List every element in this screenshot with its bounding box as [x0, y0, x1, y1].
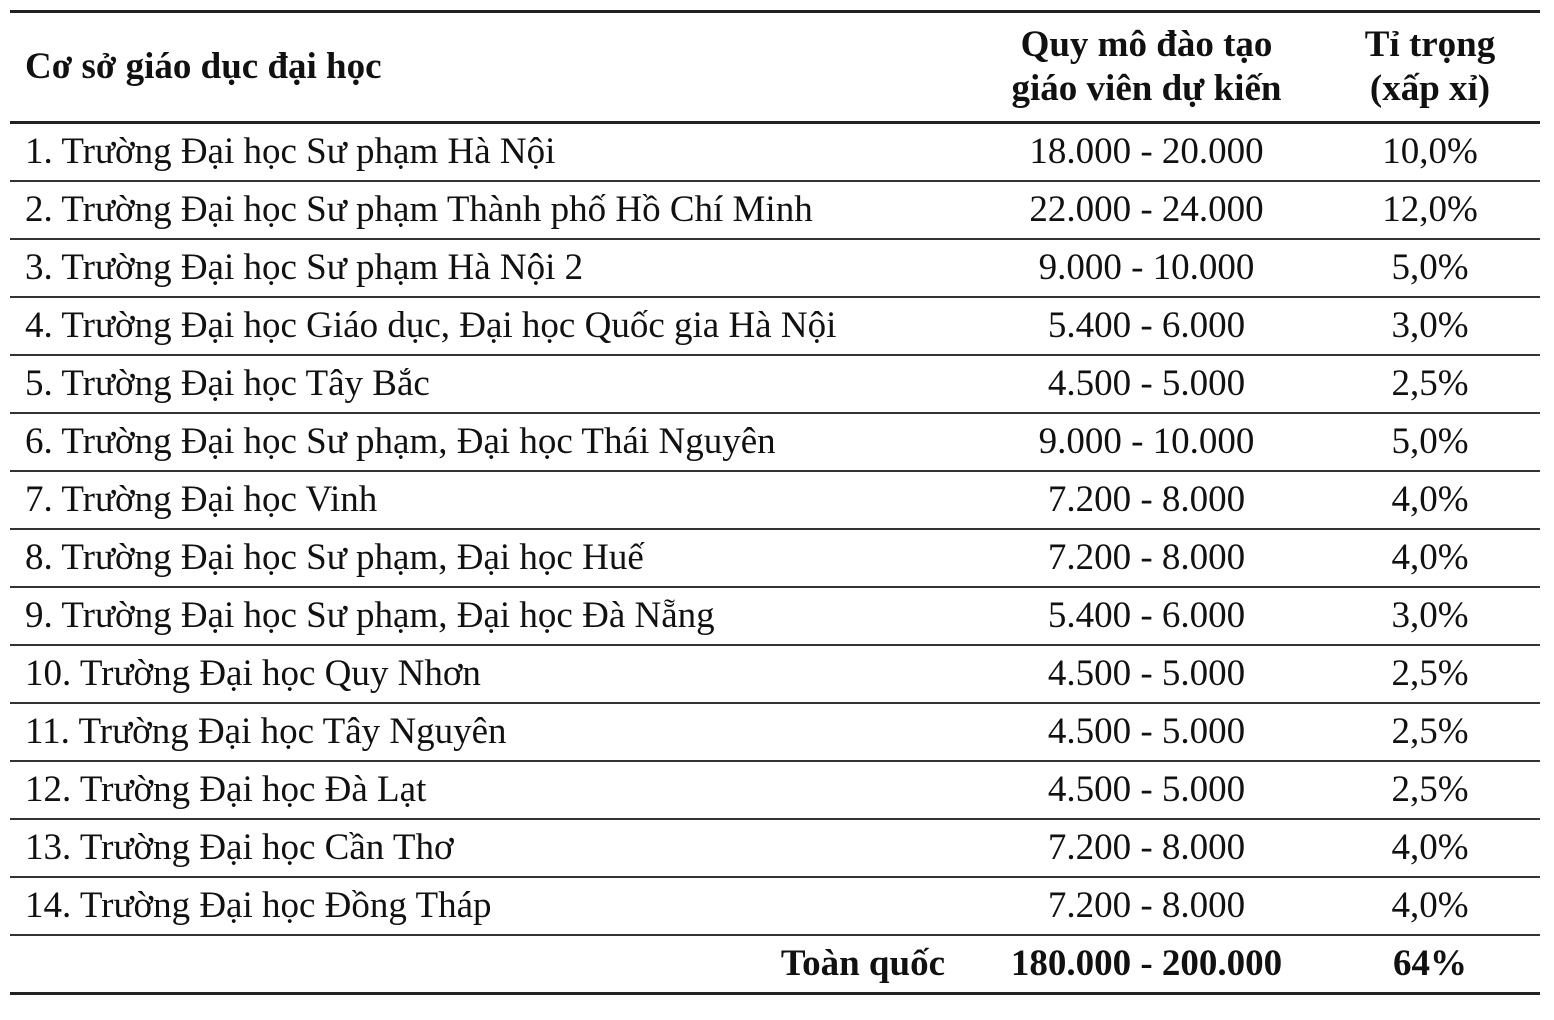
institution-name: 7. Trường Đại học Vinh: [10, 471, 973, 529]
share-percent: 12,0%: [1320, 181, 1540, 239]
document-page: [10, 10, 1540, 995]
header-scale-line1: Quy mô đào tạo: [1020, 23, 1273, 65]
table-row: [10, 413, 1540, 471]
institution-name: 13. Trường Đại học Cần Thơ: [10, 819, 973, 877]
table-body: [10, 123, 1540, 994]
header-row: [10, 12, 1540, 123]
training-scale: 5.400 - 6.000: [973, 587, 1320, 645]
share-percent: 4,0%: [1320, 819, 1540, 877]
institution-name: 3. Trường Đại học Sư phạm Hà Nội 2: [10, 239, 973, 297]
header-scale-line2: giáo viên dự kiến: [1011, 68, 1282, 109]
institution-name: 14. Trường Đại học Đồng Tháp: [10, 877, 973, 935]
header-institution: [10, 12, 973, 123]
training-scale: 22.000 - 24.000: [973, 181, 1320, 239]
institution-name: 10. Trường Đại học Quy Nhơn: [10, 645, 973, 703]
total-share: 64%: [1320, 935, 1540, 994]
table-row: [10, 239, 1540, 297]
total-label: Toàn quốc: [10, 935, 973, 994]
header-training-scale: [973, 12, 1320, 123]
share-percent: 4,0%: [1320, 529, 1540, 587]
table-row: [10, 587, 1540, 645]
training-scale: 5.400 - 6.000: [973, 297, 1320, 355]
institution-name: 2. Trường Đại học Sư phạm Thành phố Hồ Chí Minh: [10, 181, 973, 239]
training-scale: 9.000 - 10.000: [973, 413, 1320, 471]
training-scale: 4.500 - 5.000: [973, 703, 1320, 761]
table-row: [10, 123, 1540, 181]
teacher-training-table: [10, 10, 1540, 995]
table-row: [10, 355, 1540, 413]
share-percent: 2,5%: [1320, 703, 1540, 761]
training-scale: 4.500 - 5.000: [973, 355, 1320, 413]
table-row: [10, 645, 1540, 703]
training-scale: 18.000 - 20.000: [973, 123, 1320, 181]
table-row: [10, 877, 1540, 935]
table-row: [10, 471, 1540, 529]
share-percent: 2,5%: [1320, 645, 1540, 703]
share-percent: 2,5%: [1320, 355, 1540, 413]
table-header: [10, 12, 1540, 123]
share-percent: 5,0%: [1320, 239, 1540, 297]
institution-name: 1. Trường Đại học Sư phạm Hà Nội: [10, 123, 973, 181]
institution-name: 4. Trường Đại học Giáo dục, Đại học Quốc gia Hà Nội: [10, 297, 973, 355]
table-row: [10, 529, 1540, 587]
training-scale: 7.200 - 8.000: [973, 471, 1320, 529]
header-share: [1320, 12, 1540, 123]
training-scale: 4.500 - 5.000: [973, 761, 1320, 819]
training-scale: 7.200 - 8.000: [973, 819, 1320, 877]
share-percent: 2,5%: [1320, 761, 1540, 819]
institution-name: 8. Trường Đại học Sư phạm, Đại học Huế: [10, 529, 973, 587]
share-percent: 5,0%: [1320, 413, 1540, 471]
share-percent: 4,0%: [1320, 877, 1540, 935]
header-share-line1: Tỉ trọng: [1364, 23, 1496, 65]
training-scale: 7.200 - 8.000: [973, 877, 1320, 935]
total-row: [10, 935, 1540, 994]
header-institution-label: Cơ sở giáo dục đại học: [25, 45, 382, 87]
share-percent: 3,0%: [1320, 297, 1540, 355]
training-scale: 4.500 - 5.000: [973, 645, 1320, 703]
institution-name: 6. Trường Đại học Sư phạm, Đại học Thái Nguyên: [10, 413, 973, 471]
share-percent: 3,0%: [1320, 587, 1540, 645]
table-row: [10, 761, 1540, 819]
training-scale: 7.200 - 8.000: [973, 529, 1320, 587]
total-scale: 180.000 - 200.000: [973, 935, 1320, 994]
share-percent: 10,0%: [1320, 123, 1540, 181]
share-percent: 4,0%: [1320, 471, 1540, 529]
institution-name: 9. Trường Đại học Sư phạm, Đại học Đà Nẵng: [10, 587, 973, 645]
institution-name: 12. Trường Đại học Đà Lạt: [10, 761, 973, 819]
table-row: [10, 819, 1540, 877]
table-row: [10, 703, 1540, 761]
table-row: [10, 297, 1540, 355]
table-row: [10, 181, 1540, 239]
header-share-line2: (xấp xỉ): [1369, 68, 1491, 109]
institution-name: 11. Trường Đại học Tây Nguyên: [10, 703, 973, 761]
training-scale: 9.000 - 10.000: [973, 239, 1320, 297]
institution-name: 5. Trường Đại học Tây Bắc: [10, 355, 973, 413]
